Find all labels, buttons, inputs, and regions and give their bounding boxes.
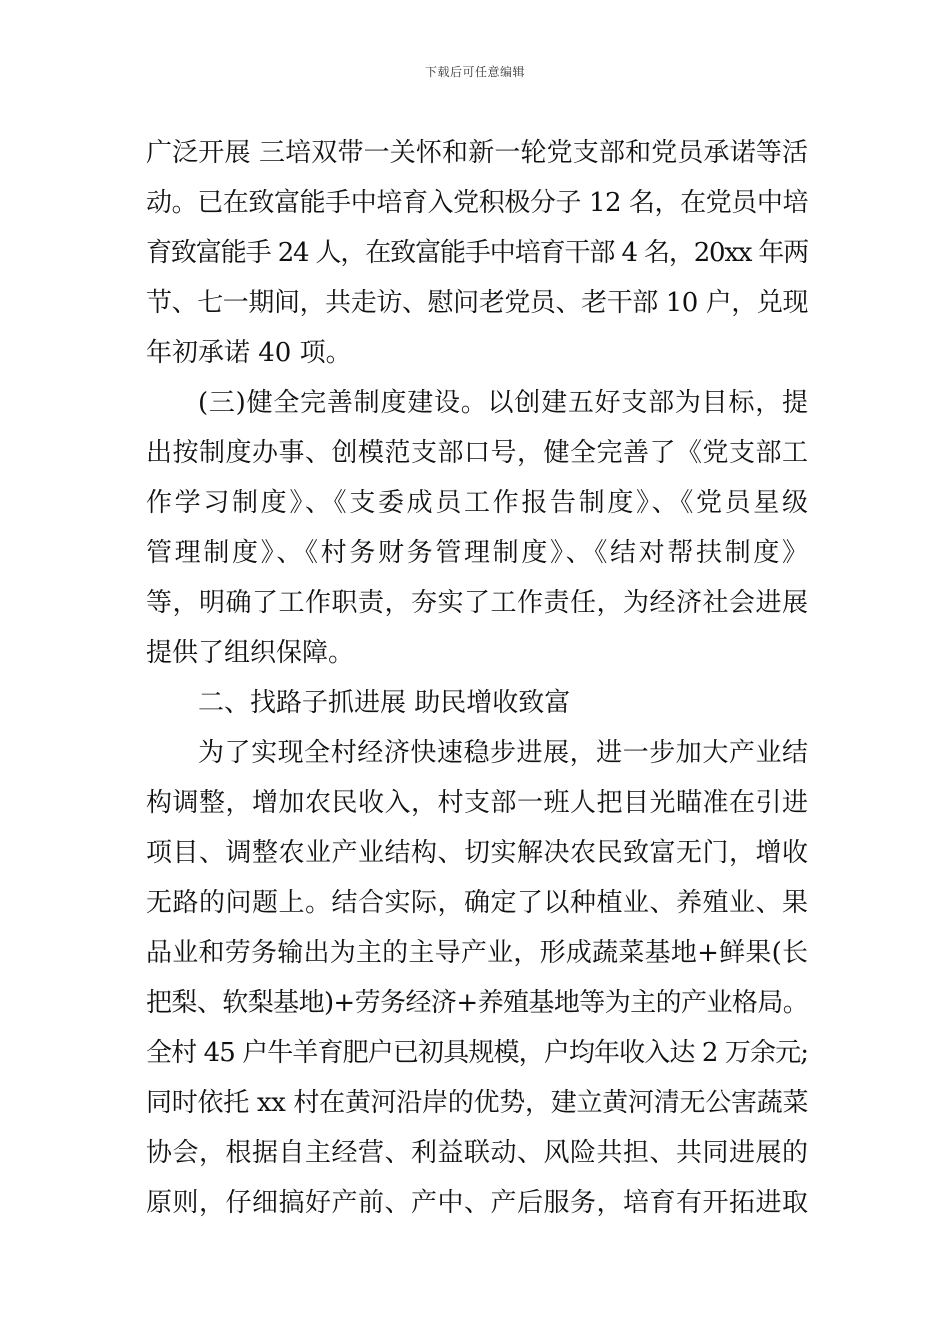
text-line: 节、七一期间，共走访、慰问老党员、老干部 10 户，兑现 <box>146 288 808 318</box>
text-line: 二、找路子抓进展 助民增收致富 <box>198 688 571 718</box>
text-line: 出按制度办事、创模范支部口号，健全完善了《党支部工 <box>146 438 808 468</box>
text-line: 育致富能手 24 人，在致富能手中培育干部 4 名，20xx 年两 <box>146 238 808 268</box>
text-line: 全村 45 户牛羊育肥户已初具规模，户均年收入达 2 万余元; <box>146 1038 808 1068</box>
text-line: (三)健全完善制度建设。以创建五好支部为目标，提 <box>198 388 808 418</box>
page-header: 下载后可任意编辑 <box>424 65 525 79</box>
text-line: 作学习制度》、《支委成员工作报告制度》、《党员星级 <box>146 488 808 518</box>
text-line: 把梨、软梨基地)+劳务经济+养殖基地等为主的产业格局。 <box>146 988 808 1018</box>
document-body <box>146 128 808 1228</box>
text-line: 为了实现全村经济快速稳步进展，进一步加大产业结 <box>198 738 808 768</box>
text-line: 等，明确了工作职责，夯实了工作责任，为经济社会进展 <box>146 588 808 618</box>
text-line: 年初承诺 40 项。 <box>146 338 352 368</box>
text-line: 广泛开展 三培双带一关怀和新一轮党支部和党员承诺等活 <box>146 138 808 168</box>
text-line: 提供了组织保障。 <box>146 638 355 668</box>
text-line: 管理制度》、《村务财务管理制度》、《结对帮扶制度》 <box>146 538 808 568</box>
text-line: 动。已在致富能手中培育入党积极分子 12 名，在党员中培 <box>146 188 808 218</box>
text-line: 项目、调整农业产业结构、切实解决农民致富无门，增收 <box>146 838 808 868</box>
text-line: 品业和劳务输出为主的主导产业，形成蔬菜基地+鲜果(长 <box>146 938 808 968</box>
text-line: 构调整，增加农民收入，村支部一班人把目光瞄准在引进 <box>146 788 808 818</box>
text-line: 同时依托 xx 村在黄河沿岸的优势，建立黄河清无公害蔬菜 <box>146 1088 808 1118</box>
text-line: 原则，仔细搞好产前、产中、产后服务，培育有开拓进取 <box>146 1188 808 1218</box>
text-line: 协会，根据自主经营、利益联动、风险共担、共同进展的 <box>146 1138 808 1168</box>
text-line: 无路的问题上。结合实际，确定了以种植业、养殖业、果 <box>146 888 808 918</box>
